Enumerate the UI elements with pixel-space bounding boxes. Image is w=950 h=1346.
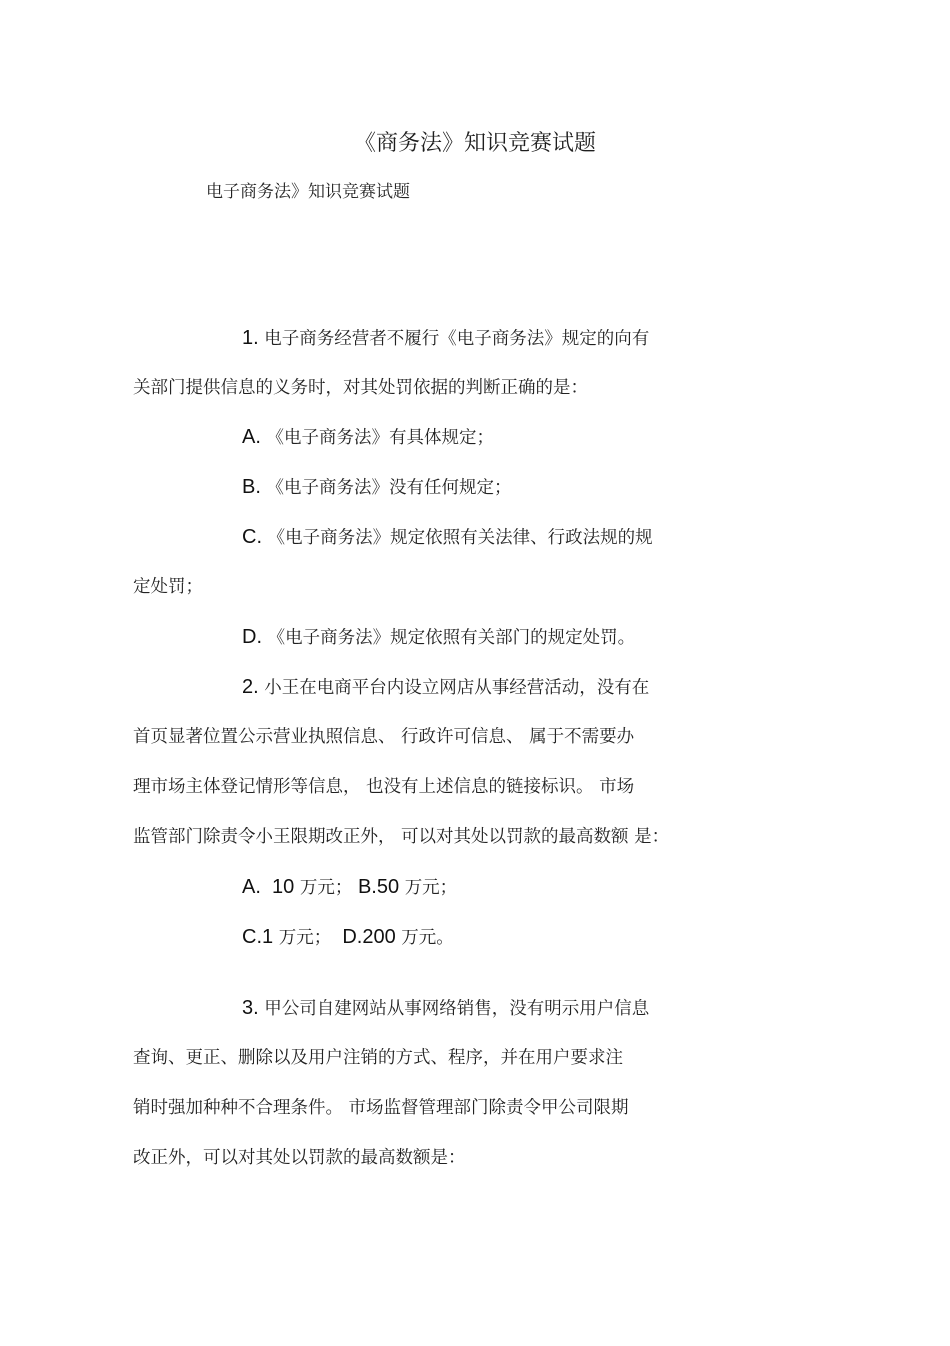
option-label: C.1 bbox=[242, 926, 274, 948]
question-1-option-d bbox=[242, 625, 635, 650]
question-3-line-3: 销时强加种种不合理条件。 市场监督管理部门除责令甲公司限期 bbox=[133, 1098, 629, 1118]
question-1-number: 1. bbox=[242, 327, 259, 349]
question-2-options-cd bbox=[242, 925, 454, 950]
question-2-number: 2. bbox=[242, 676, 259, 698]
question-3-line-1 bbox=[242, 996, 649, 1021]
question-1-option-c-continued: 定处罚； bbox=[133, 577, 203, 597]
document-title: 《商务法》知识竞赛试题 bbox=[353, 131, 596, 156]
option-label: A. bbox=[242, 426, 261, 448]
question-1-text: 电子商务经营者不履行《电子商务法》规定的向有 bbox=[264, 329, 650, 349]
option-text: 《电子商务法》规定依照有关部门的规定处罚。 bbox=[267, 628, 636, 648]
question-2-line-4: 监管部门除责令小王限期改正外， 可以对其处以罚款的最高数额 是： bbox=[133, 827, 670, 847]
question-1-option-b bbox=[242, 475, 511, 500]
question-3-line-4: 改正外，可以对其处以罚款的最高数额是： bbox=[133, 1148, 466, 1168]
option-unit: 万元。 bbox=[401, 928, 454, 948]
option-text: 《电子商务法》规定依照有关法律、行政法规的规 bbox=[267, 528, 653, 548]
option-label: B. bbox=[242, 476, 261, 498]
option-text: 《电子商务法》有具体规定； bbox=[266, 428, 494, 448]
question-1-line-1 bbox=[242, 326, 649, 351]
option-unit: 万元； bbox=[278, 928, 332, 948]
question-3-line-2: 查询、更正、删除以及用户注销的方式、程序，并在用户要求注 bbox=[133, 1048, 623, 1068]
question-2-line-1 bbox=[242, 675, 649, 700]
question-1-option-a bbox=[242, 425, 494, 450]
option-text: 《电子商务法》没有任何规定； bbox=[266, 478, 512, 498]
question-3-text: 甲公司自建网站从事网络销售，没有明示用户信息 bbox=[264, 999, 650, 1019]
question-1-line-2: 关部门提供信息的义务时，对其处罚依据的判断正确的是： bbox=[133, 378, 588, 398]
option-label: D.200 bbox=[342, 926, 396, 948]
document-subtitle: 电子商务法》知识竞赛试题 bbox=[206, 182, 410, 202]
question-1-option-c bbox=[242, 525, 653, 550]
option-value: 10 bbox=[272, 876, 295, 898]
option-label: B.50 bbox=[357, 876, 400, 898]
option-label: A. bbox=[242, 876, 261, 898]
option-label: D. bbox=[242, 626, 262, 648]
question-2-line-2: 首页显著位置公示营业执照信息、 行政许可信息、 属于不需要办 bbox=[133, 727, 635, 747]
question-2-line-3: 理市场主体登记情形等信息， 也没有上述信息的链接标识。 市场 bbox=[133, 777, 635, 797]
option-label: C. bbox=[242, 526, 262, 548]
question-2-text: 小王在电商平台内设立网店从事经营活动，没有在 bbox=[264, 678, 650, 698]
option-unit: 万元； bbox=[404, 878, 458, 898]
option-unit: 万元； bbox=[299, 878, 353, 898]
question-2-options-ab bbox=[242, 875, 457, 900]
question-3-number: 3. bbox=[242, 997, 259, 1019]
